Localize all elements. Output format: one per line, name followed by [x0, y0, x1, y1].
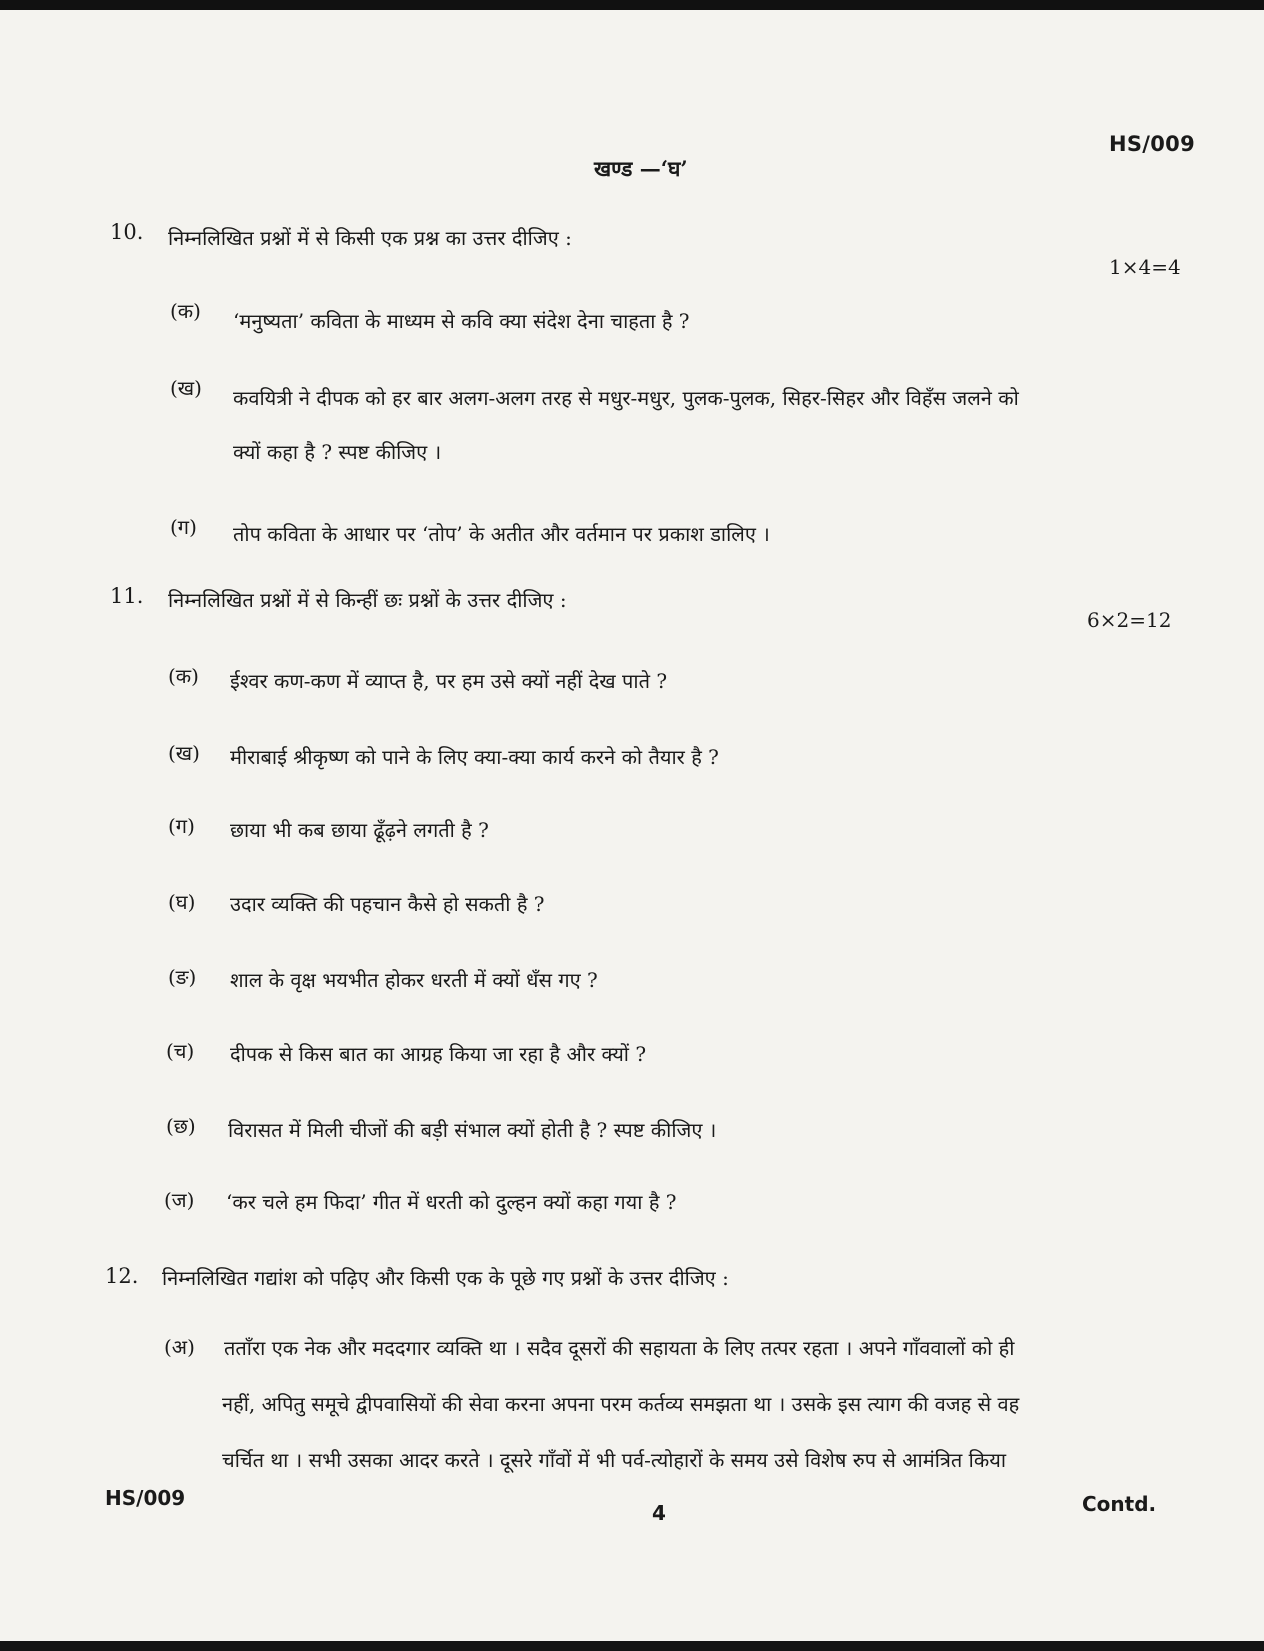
q11-number: 11. — [110, 584, 144, 608]
paper-code-footer: HS/009 — [105, 1486, 186, 1510]
q11-item-text: विरासत में मिली चीजों की बड़ी संभाल क्यों होती है ? स्पष्ट कीजिए । — [228, 1118, 717, 1142]
paper-code-header: HS/009 — [1109, 132, 1196, 156]
q12-passage-line: नहीं, अपितु समूचे द्वीपवासियों की सेवा करना अपना परम कर्तव्य समझता था । उसके इस त्याग की वजह से वह — [222, 1392, 1020, 1416]
q11-item-text: मीराबाई श्रीकृष्ण को पाने के लिए क्या-क्या कार्य करने को तैयार है ? — [230, 745, 719, 769]
q11-item-text: शाल के वृक्ष भयभीत होकर धरती में क्यों धँस गए ? — [230, 968, 598, 992]
q11-item-label: (ज) — [164, 1188, 195, 1212]
q11-instruction: निम्नलिखित प्रश्नों में से किन्हीं छः प्रश्नों के उत्तर दीजिए : — [168, 588, 567, 612]
q11-item-text: ‘कर चले हम फिदा’ गीत में धरती को दुल्हन क्यों कहा गया है ? — [226, 1190, 677, 1214]
q10-number: 10. — [110, 220, 144, 244]
q12-passage-line: तताँरा एक नेक और मददगार व्यक्ति था । सदैव दूसरों की सहायता के लिए तत्पर रहता । अपने गाँववालों को ही — [224, 1336, 1015, 1360]
q10-item-text-cont: क्यों कहा है ? स्पष्ट कीजिए । — [233, 440, 442, 464]
q11-item-label: (ग) — [168, 814, 195, 838]
q11-marks: 6×2=12 — [1087, 608, 1172, 632]
q11-item-label: (छ) — [166, 1114, 196, 1138]
q11-item-text: दीपक से किस बात का आग्रह किया जा रहा है और क्यों ? — [230, 1042, 647, 1066]
section-title: खण्ड —‘घ’ — [594, 156, 688, 181]
page-number: 4 — [652, 1501, 666, 1525]
q10-item-text: ‘मनुष्यता’ कविता के माध्यम से कवि क्या संदेश देना चाहता है ? — [233, 309, 690, 333]
q12-passage-line: चर्चित था । सभी उसका आदर करते । दूसरे गाँवों में भी पर्व-त्योहारों के समय उसे विशेष रुप से आमंत्रित किया — [222, 1448, 1007, 1472]
q12-instruction: निम्नलिखित गद्यांश को पढ़िए और किसी एक के पूछे गए प्रश्नों के उत्तर दीजिए : — [162, 1266, 729, 1290]
continued-label: Contd. — [1082, 1492, 1157, 1516]
q11-item-label: (च) — [166, 1039, 195, 1063]
q10-marks: 1×4=4 — [1109, 255, 1181, 279]
scan-top-edge — [0, 0, 1264, 10]
scan-bottom-edge — [0, 1641, 1264, 1651]
q10-item-text: कवयित्री ने दीपक को हर बार अलग-अलग तरह से मधुर-मधुर, पुलक-पुलक, सिहर-सिहर और विहँस जलने को — [233, 386, 1019, 410]
q10-item-label: (ख) — [170, 376, 202, 400]
q12-number: 12. — [105, 1264, 139, 1288]
q11-item-label: (ङ) — [168, 965, 197, 989]
q11-item-text: छाया भी कब छाया ढूँढ़ने लगती है ? — [230, 818, 489, 842]
q10-item-text: तोप कविता के आधार पर ‘तोप’ के अतीत और वर्तमान पर प्रकाश डालिए । — [233, 522, 770, 546]
q11-item-label: (घ) — [168, 890, 196, 914]
q11-item-text: उदार व्यक्ति की पहचान कैसे हो सकती है ? — [230, 892, 545, 916]
q10-item-label: (ग) — [170, 515, 197, 539]
q11-item-label: (क) — [168, 664, 199, 688]
q10-item-label: (क) — [170, 299, 201, 323]
q11-item-label: (ख) — [168, 741, 200, 765]
q10-instruction: निम्नलिखित प्रश्नों में से किसी एक प्रश्न का उत्तर दीजिए : — [168, 226, 572, 250]
q12-passage-label: (अ) — [164, 1335, 195, 1359]
q11-item-text: ईश्वर कण-कण में व्याप्त है, पर हम उसे क्यों नहीं देख पाते ? — [230, 669, 668, 693]
